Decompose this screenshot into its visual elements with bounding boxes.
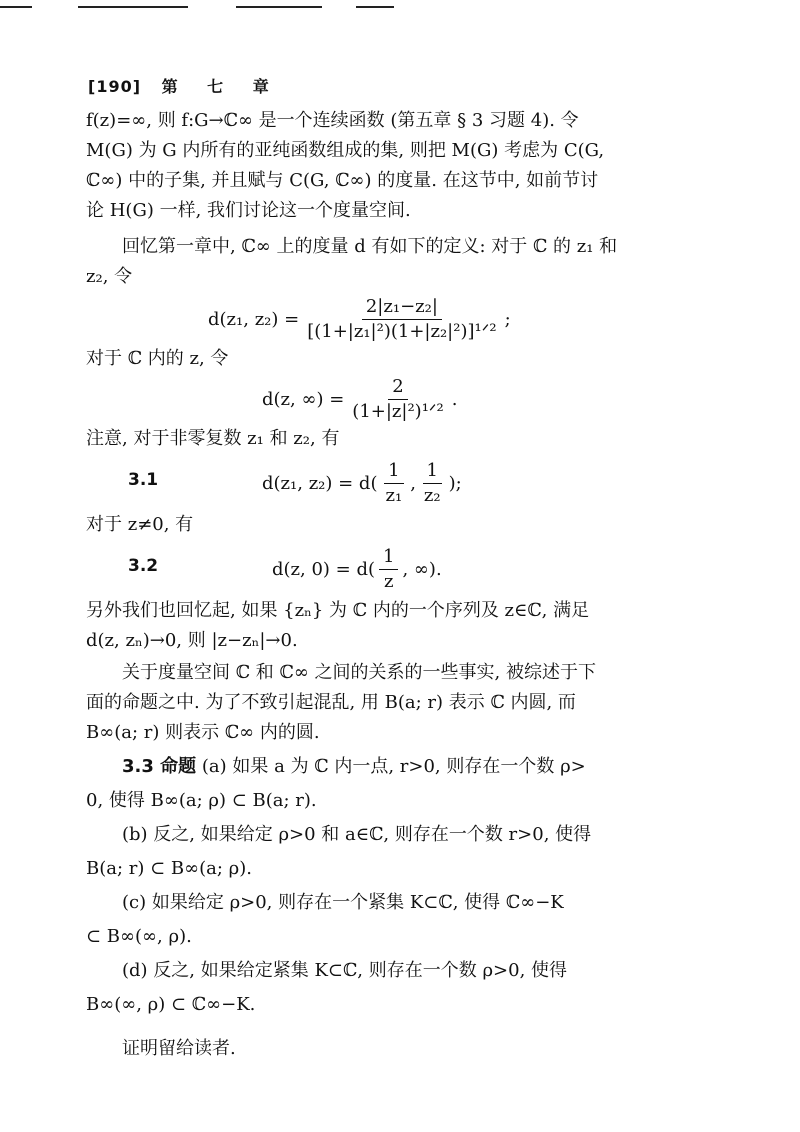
fraction-numerator: 1: [384, 460, 403, 484]
page-header: [88, 74, 281, 97]
formula-lhs: d(z, ∞) =: [262, 389, 345, 410]
fraction-denominator: [(1+|z₁|²)(1+|z₂|²)]¹ᐟ²: [307, 321, 497, 342]
text-line: 对于 z≠0, 有: [86, 514, 194, 535]
equation-3-2: [272, 546, 442, 593]
paragraph-relationship: [86, 658, 676, 748]
page-number: [190]: [88, 77, 142, 96]
equation-label: 3.1: [128, 470, 159, 490]
prop-part-a: [86, 750, 676, 784]
text-line: 论 H(G) 一样, 我们讨论这一个度量空间.: [86, 200, 411, 221]
text-line: 对于 ℂ 内的 z, 令: [86, 348, 229, 369]
fraction: [303, 296, 500, 343]
note-line: [86, 424, 676, 454]
text-line: 面的命题之中. 为了不致引起混乱, 用 B(a; r) 表示 ℂ 内圆, 而: [86, 692, 576, 713]
text-line: B(a; r) ⊂ B∞(a; ρ).: [86, 858, 253, 879]
formula-lhs: d(z₁, z₂) = d(: [262, 473, 378, 494]
paragraph-meromorphic: [86, 106, 676, 226]
text-line: (c) 如果给定 ρ>0, 则存在一个紧集 K⊂ℂ, 使得 ℂ∞−K: [122, 892, 564, 913]
fraction-denominator: z: [384, 571, 394, 592]
text-line: 关于度量空间 ℂ 和 ℂ∞ 之间的关系的一些事实, 被综述于下: [122, 662, 596, 683]
fraction-denominator: z₁: [385, 485, 403, 506]
formula-metric-infinity: [262, 376, 458, 423]
text-line: 注意, 对于非零复数 z₁ 和 z₂, 有: [86, 428, 340, 449]
text-line: 另外我们也回忆起, 如果 {zₙ} 为 ℂ 内的一个序列及 z∈ℂ, 满足: [86, 600, 590, 621]
formula-tail: ;: [504, 309, 511, 330]
text-line: 证明留给读者.: [122, 1038, 236, 1059]
z-nonzero-line: [86, 510, 676, 540]
text-line: 回忆第一章中, ℂ∞ 上的度量 d 有如下的定义: 对于 ℂ 的 z₁ 和: [122, 236, 618, 257]
formula-tail: , ∞).: [402, 559, 442, 580]
equation-label: 3.2: [128, 556, 159, 576]
fraction: [379, 546, 398, 593]
formula-chordal-metric: [208, 296, 511, 343]
fraction: [348, 376, 447, 423]
formula-tail: );: [448, 473, 462, 494]
fraction-numerator: 2|z₁−z₂|: [362, 296, 442, 320]
top-scan-rule: [78, 6, 188, 8]
text-line: 0, 使得 B∞(a; ρ) ⊂ B(a; r).: [86, 790, 317, 811]
fraction: [420, 460, 445, 507]
top-scan-rule: [356, 6, 394, 8]
text-line: (a) 如果 a 为 ℂ 内一点, r>0, 则存在一个数 ρ>: [201, 756, 586, 777]
text-line: (d) 反之, 如果给定紧集 K⊂ℂ, 则存在一个数 ρ>0, 使得: [122, 960, 568, 981]
text-line: d(z, zₙ)→0, 则 |z−zₙ|→0.: [86, 630, 298, 651]
formula-lhs: d(z₁, z₂) =: [208, 309, 300, 330]
paragraph-metric-definition: [86, 232, 676, 292]
text-line: ⊂ B∞(∞, ρ).: [86, 926, 192, 947]
text-line: M(G) 为 G 内所有的亚纯函数组成的集, 则把 M(G) 考虑为 C(G,: [86, 140, 605, 161]
chapter-title: 第 七 章: [161, 77, 281, 96]
proposition-3-3: [86, 750, 676, 1022]
closing-line: [86, 1034, 676, 1064]
text-line: B∞(a; r) 则表示 ℂ∞ 内的圆.: [86, 722, 320, 743]
fraction-numerator: 2: [388, 376, 407, 400]
text-line: ℂ∞) 中的子集, 并且赋与 C(G, ℂ∞) 的度量. 在这节中, 如前节讨: [86, 170, 599, 191]
equation-3-1: [262, 460, 462, 507]
fraction-denominator: z₂: [423, 485, 441, 506]
formula-tail: .: [451, 389, 458, 410]
formula-separator: ,: [410, 473, 416, 494]
fraction-numerator: 1: [379, 546, 398, 570]
text-line: B∞(∞, ρ) ⊂ ℂ∞−K.: [86, 994, 256, 1015]
formula-lhs: d(z, 0) = d(: [272, 559, 376, 580]
top-scan-rule: [0, 6, 32, 8]
line-for-z: [86, 344, 676, 374]
text-line: (b) 反之, 如果给定 ρ>0 和 a∈ℂ, 则存在一个数 r>0, 使得: [122, 824, 592, 845]
top-scan-rule: [236, 6, 322, 8]
proposition-label: 3.3 命题: [122, 756, 197, 777]
paragraph-sequence: [86, 596, 676, 656]
fraction-denominator: (1+|z|²)¹ᐟ²: [352, 401, 444, 422]
text-line: z₂, 令: [86, 266, 133, 287]
fraction: [381, 460, 406, 507]
text-line: f(z)=∞, 则 f:G→ℂ∞ 是一个连续函数 (第五章 § 3 习题 4). 令: [86, 110, 579, 131]
fraction-numerator: 1: [423, 460, 442, 484]
